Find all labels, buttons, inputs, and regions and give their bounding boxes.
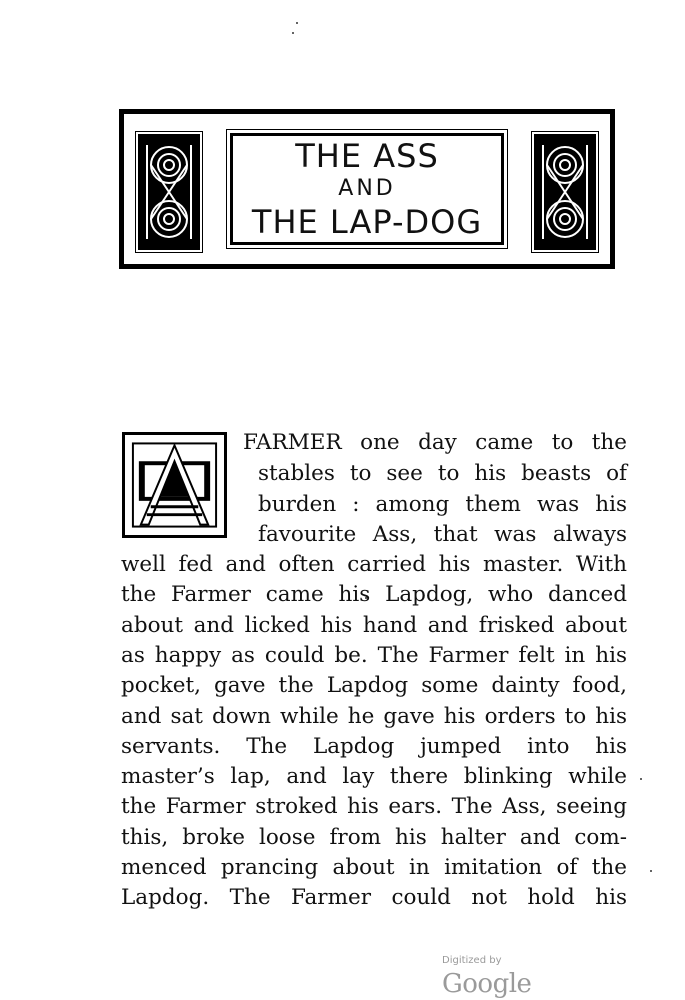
text-line: well fed and often carried his master. With: [121, 552, 627, 577]
text-line: about and licked his hand and frisked about: [121, 613, 627, 638]
text-line: master’s lap, and lay there blinking while: [121, 764, 627, 789]
text-line: servants. The Lapdog jumped into his: [121, 734, 627, 759]
text-line: as happy as could be. The Farmer felt in his: [121, 643, 627, 668]
watermark-prefix: Digitized by: [442, 955, 502, 966]
dropcap-a: [122, 432, 227, 538]
title-line-3: THE LAP-DOG: [251, 203, 483, 241]
text-line: favourite Ass, that was always: [258, 522, 627, 547]
celtic-knot-icon: [141, 137, 197, 247]
watermark-brand: Google: [442, 969, 532, 999]
speck: [296, 22, 298, 24]
celtic-knot-ornament-right: [534, 134, 596, 250]
celtic-knot-ornament-left: [138, 134, 200, 250]
title-panel: [119, 109, 615, 269]
text-line: stables to see to his beasts of: [258, 461, 627, 486]
text-line: the Farmer came his Lapdog, who danced: [121, 582, 627, 607]
digitized-watermark: [442, 950, 592, 999]
speck: [650, 870, 652, 872]
celtic-knot-icon: [537, 137, 593, 247]
text-line: menced prancing about in imitation of the: [121, 855, 627, 880]
title-box: [230, 133, 504, 245]
speck: [640, 778, 642, 780]
text-line: pocket, gave the Lapdog some dainty food,: [121, 673, 627, 698]
speck: [292, 32, 294, 34]
title-line-2: AND: [338, 176, 396, 201]
text-line: the Farmer stroked his ears. The Ass, seeing: [121, 794, 627, 819]
text-line: Lapdog. The Farmer could not hold his: [121, 885, 627, 910]
text-line: FARMER one day came to the: [243, 430, 627, 455]
text-line: burden : among them was his: [258, 492, 627, 517]
text-line: this, broke loose from his halter and com-: [121, 825, 627, 850]
title-line-1: THE ASS: [295, 137, 439, 175]
dropcap-letter-icon: [125, 435, 224, 535]
text-line: and sat down while he gave his orders to his: [121, 704, 627, 729]
